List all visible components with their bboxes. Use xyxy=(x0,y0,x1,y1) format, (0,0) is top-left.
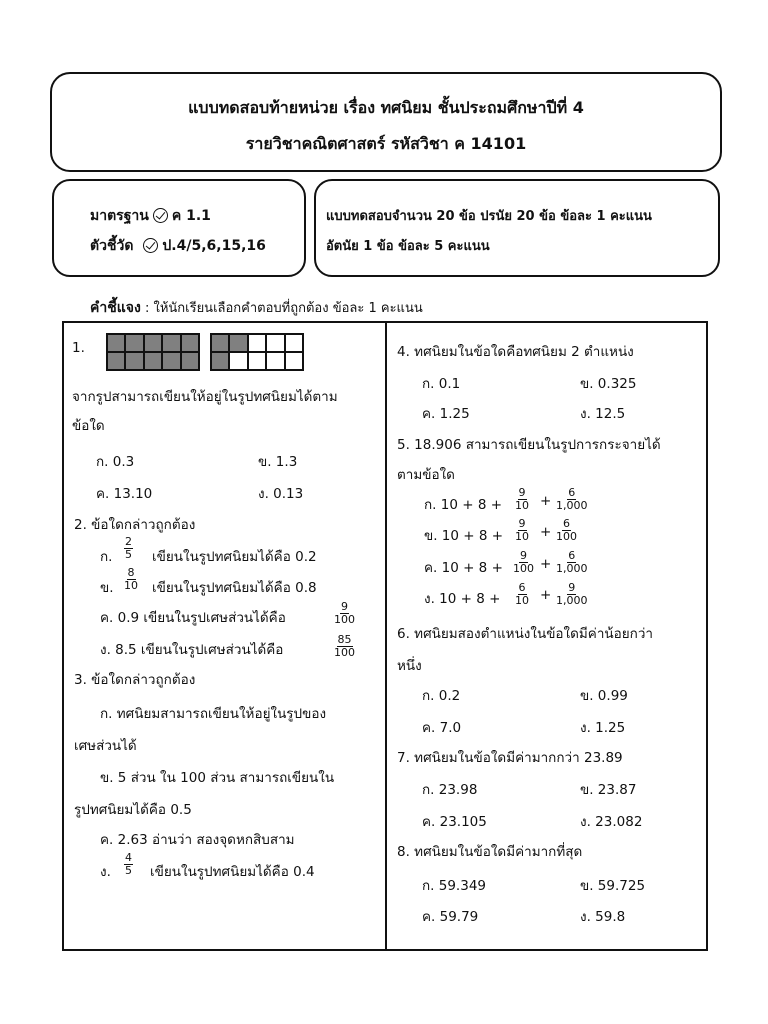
q1-number: 1. xyxy=(72,340,85,356)
indicator-value: ป.4/5,6,15,16 xyxy=(162,238,266,254)
standard-value: ค 1.1 xyxy=(171,208,211,224)
plus-sign: + xyxy=(540,493,552,509)
q4-option-c[interactable]: ค. 1.25 xyxy=(422,406,470,422)
grid-cell xyxy=(285,334,303,352)
numerator: 9 xyxy=(518,517,526,530)
test-info-box xyxy=(314,179,720,277)
q4-option-a[interactable]: ก. 0.1 xyxy=(422,376,461,392)
q2-option-b-prefix[interactable]: ข. xyxy=(100,580,114,596)
denominator: 5 xyxy=(125,864,132,877)
denominator: 100 xyxy=(556,530,577,543)
q3-option-a-line-1[interactable]: ก. ทศนิยมสามารถเขียนให้อยู่ในรูปของ xyxy=(100,706,327,722)
grid-cell xyxy=(125,352,143,370)
grid-cell xyxy=(285,352,303,370)
indicator-label: ตัวชี้วัด xyxy=(90,238,134,254)
grid-cell xyxy=(144,334,162,352)
numerator: 6 xyxy=(518,581,526,594)
numerator: 9 xyxy=(520,549,527,562)
q1-option-a[interactable]: ก. 0.3 xyxy=(96,454,135,470)
numerator: 6 xyxy=(568,486,576,499)
q1-grid-figure-1 xyxy=(106,333,200,371)
q2-option-b-text: เขียนในรูปทศนิยมได้คือ 0.8 xyxy=(152,580,317,596)
q5-option-c-fraction-2 xyxy=(556,550,588,575)
denominator: 1,000 xyxy=(556,499,588,512)
numerator: 9 xyxy=(568,581,576,594)
grid-cell xyxy=(107,334,125,352)
q7-option-c[interactable]: ค. 23.105 xyxy=(422,814,487,830)
grid-cell xyxy=(181,334,199,352)
q1-option-c[interactable]: ค. 13.10 xyxy=(96,486,153,502)
denominator: 10 xyxy=(515,499,529,512)
q6-option-c[interactable]: ค. 7.0 xyxy=(422,720,462,736)
q5-title-2: ตามข้อใด xyxy=(397,467,455,483)
denominator: 10 xyxy=(124,579,138,592)
q6-title-1: 6. ทศนิยมสองตำแหน่งในข้อใดมีค่าน้อยกว่า xyxy=(397,626,653,642)
test-info-line-1: แบบทดสอบจำนวน 20 ข้อ ปรนัย 20 ข้อ ข้อละ 1 คะแนน xyxy=(326,209,652,224)
test-info-line-2: อัตนัย 1 ข้อ ข้อละ 5 คะแนน xyxy=(326,239,490,254)
q3-option-d-fraction xyxy=(124,852,133,877)
q5-option-c-text[interactable]: ค. 10 + 8 + xyxy=(424,560,503,576)
q8-option-a[interactable]: ก. 59.349 xyxy=(422,878,486,894)
q3-option-b-line-2: รูปทศนิยมได้คือ 0.5 xyxy=(74,802,192,818)
standard-label: มาตรฐาน xyxy=(90,208,149,224)
numerator: 6 xyxy=(563,517,570,530)
check-circle-icon xyxy=(153,208,168,223)
q7-title: 7. ทศนิยมในข้อใดมีค่ามากกว่า 23.89 xyxy=(397,750,623,766)
numerator: 9 xyxy=(341,600,348,613)
q2-option-a-fraction xyxy=(124,536,133,561)
check-circle-icon xyxy=(143,238,158,253)
q1-option-d[interactable]: ง. 0.13 xyxy=(258,486,304,502)
q8-option-d[interactable]: ง. 59.8 xyxy=(580,909,626,925)
instructions-text: ให้นักเรียนเลือกคำตอบที่ถูกต้อง ข้อละ 1 คะแนน xyxy=(153,301,423,316)
instructions xyxy=(90,297,423,319)
grid-cell xyxy=(211,352,229,370)
q4-title: 4. ทศนิยมในข้อใดคือทศนิยม 2 ตำแหน่ง xyxy=(397,344,634,360)
title-line-2: รายวิชาคณิตศาสตร์ รหัสวิชา ค 14101 xyxy=(245,134,527,153)
q5-option-a-text[interactable]: ก. 10 + 8 + xyxy=(424,497,503,513)
q3-option-b-line-1[interactable]: ข. 5 ส่วน ใน 100 ส่วน สามารถเขียนใน xyxy=(100,770,335,786)
q6-title-2: หนึ่ง xyxy=(397,658,422,674)
grid-cell xyxy=(162,352,180,370)
q1-text-2: ข้อใด xyxy=(72,418,105,434)
denominator: 100 xyxy=(334,613,355,626)
numerator: 8 xyxy=(127,566,135,579)
grid-cell xyxy=(125,334,143,352)
q2-option-c-text[interactable]: ค. 0.9 เขียนในรูปเศษส่วนได้คือ xyxy=(100,610,286,626)
q4-option-b[interactable]: ข. 0.325 xyxy=(580,376,637,392)
q5-option-a-fraction-2 xyxy=(556,487,588,512)
q5-option-b-fraction-2 xyxy=(556,518,577,543)
q5-option-d-fraction-2 xyxy=(556,582,588,607)
denominator: 100 xyxy=(513,562,534,575)
q6-option-d[interactable]: ง. 1.25 xyxy=(580,720,626,736)
q1-option-b[interactable]: ข. 1.3 xyxy=(258,454,298,470)
denominator: 5 xyxy=(125,548,132,561)
standard-row xyxy=(90,205,211,227)
q8-option-b[interactable]: ข. 59.725 xyxy=(580,878,646,894)
q3-option-d-prefix[interactable]: ง. xyxy=(100,864,111,880)
numerator: 85 xyxy=(337,633,352,646)
grid-cell xyxy=(248,334,266,352)
q4-option-d[interactable]: ง. 12.5 xyxy=(580,406,626,422)
denominator: 1,000 xyxy=(556,562,588,575)
q2-option-a-text: เขียนในรูปทศนิยมได้คือ 0.2 xyxy=(152,549,317,565)
q5-option-d-fraction-1 xyxy=(515,582,529,607)
q5-option-a-fraction-1 xyxy=(515,487,529,512)
title-box xyxy=(50,72,722,172)
q5-title-1: 5. 18.906 สามารถเขียนในรูปการกระจายได้ xyxy=(397,437,661,453)
q2-option-a-prefix[interactable]: ก. xyxy=(100,549,113,565)
q5-option-b-fraction-1 xyxy=(515,518,529,543)
q1-text-1: จากรูปสามารถเขียนให้อยู่ในรูปทศนิยมได้ตาม xyxy=(72,389,338,405)
plus-sign: + xyxy=(540,556,552,572)
q2-option-d-fraction xyxy=(334,634,355,659)
q3-option-c[interactable]: ค. 2.63 อ่านว่า สองจุดหกสิบสาม xyxy=(100,832,295,848)
q8-option-c[interactable]: ค. 59.79 xyxy=(422,909,479,925)
q6-option-a[interactable]: ก. 0.2 xyxy=(422,688,461,704)
numerator: 2 xyxy=(125,535,132,548)
q2-option-c-fraction xyxy=(334,601,355,626)
standard-box xyxy=(52,179,306,277)
grid-cell xyxy=(181,352,199,370)
q7-option-a[interactable]: ก. 23.98 xyxy=(422,782,478,798)
q3-option-a-line-2: เศษส่วนได้ xyxy=(74,738,137,754)
plus-sign: + xyxy=(540,524,552,540)
numerator: 4 xyxy=(125,851,132,864)
grid-cell xyxy=(266,352,284,370)
grid-cell xyxy=(144,352,162,370)
grid-cell xyxy=(229,352,247,370)
instructions-colon: : xyxy=(144,301,150,316)
q7-option-b[interactable]: ข. 23.87 xyxy=(580,782,637,798)
q5-option-b-text[interactable]: ข. 10 + 8 + xyxy=(424,528,504,544)
q2-title: 2. ข้อใดกล่าวถูกต้อง xyxy=(74,517,196,533)
denominator: 100 xyxy=(334,646,355,659)
numerator: 9 xyxy=(518,486,526,499)
q3-title: 3. ข้อใดกล่าวถูกต้อง xyxy=(74,672,196,688)
instructions-label: คำชี้แจง xyxy=(90,300,141,316)
numerator: 6 xyxy=(568,549,576,562)
column-divider xyxy=(385,321,387,951)
denominator: 10 xyxy=(515,530,529,543)
grid-cell xyxy=(162,334,180,352)
title-line-1: แบบทดสอบท้ายหน่วย เรื่อง ทศนิยม ชั้นประถมศึกษาปีที่ 4 xyxy=(188,98,584,117)
q5-option-c-fraction-1 xyxy=(513,550,534,575)
q2-option-b-fraction xyxy=(124,567,138,592)
denominator: 10 xyxy=(515,594,529,607)
grid-cell xyxy=(229,334,247,352)
grid-cell xyxy=(248,352,266,370)
indicator-row xyxy=(90,235,266,257)
grid-cell xyxy=(211,334,229,352)
denominator: 1,000 xyxy=(556,594,588,607)
q8-title: 8. ทศนิยมในข้อใดมีค่ามากที่สุด xyxy=(397,844,583,860)
q5-option-d-text[interactable]: ง. 10 + 8 + xyxy=(424,591,501,607)
q2-option-d-text[interactable]: ง. 8.5 เขียนในรูปเศษส่วนได้คือ xyxy=(100,642,284,658)
grid-cell xyxy=(266,334,284,352)
q1-grid-figure-2 xyxy=(210,333,304,371)
q7-option-d[interactable]: ง. 23.082 xyxy=(580,814,643,830)
plus-sign: + xyxy=(540,587,552,603)
q3-option-d-text: เขียนในรูปทศนิยมได้คือ 0.4 xyxy=(150,864,315,880)
q6-option-b[interactable]: ข. 0.99 xyxy=(580,688,628,704)
grid-cell xyxy=(107,352,125,370)
